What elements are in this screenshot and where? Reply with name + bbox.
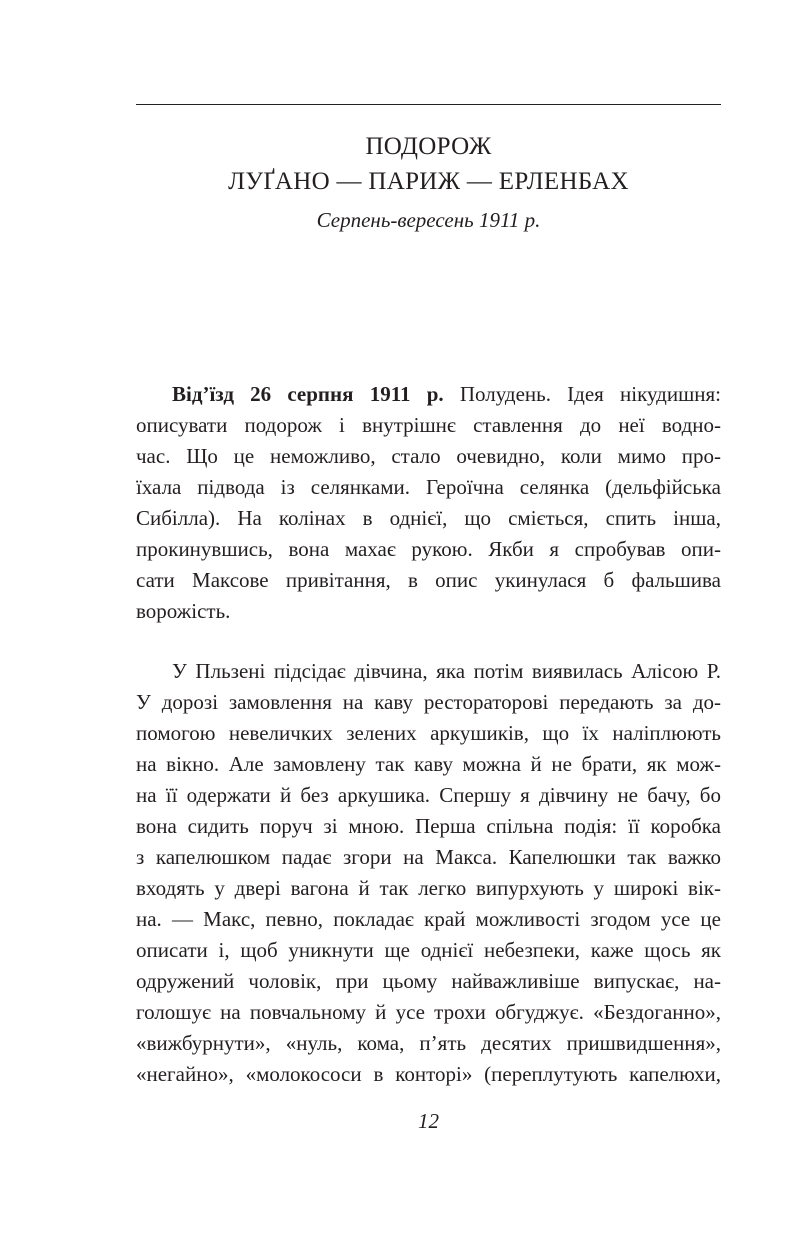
paragraph-1-line: ворожість.: [136, 599, 231, 623]
paragraph-2-line: помогою невеличких зелених аркушиків, що їх наліплюють: [136, 721, 721, 745]
chapter-date: Серпень-вересень 1911 р.: [316, 208, 541, 232]
paragraph-1-line: Сибілла). На колінах в однієї, що сміється, спить інша,: [136, 506, 721, 530]
paragraph-1-line: прокинувшись, вона махає рукою. Якби я спробував опи-: [136, 537, 721, 561]
page-number: 12: [418, 1109, 439, 1133]
paragraph-2: [136, 656, 721, 1090]
paragraph-2-line: одружений чоловік, при цьому найважливіше випускає, на-: [136, 969, 721, 993]
paragraph-2-line: вона сидить поруч зі мною. Перша спільна подія: її коробка: [136, 814, 721, 838]
chapter-title-line-1: ПОДОРОЖ: [365, 133, 492, 160]
paragraph-2-line: У Пльзені підсідає дівчина, яка потім виявилась Алісою Р.: [172, 659, 721, 683]
paragraph-1-line: час. Що це неможливо, стало очевидно, коли мимо про-: [136, 444, 721, 468]
chapter-title-line-2: ЛУҐАНО — ПАРИЖ — ЕРЛЕНБАХ: [228, 168, 629, 195]
header-rule: [136, 104, 721, 105]
paragraph-2-line: на вікно. Але замовлену так каву можна й не брати, як мож-: [136, 752, 721, 776]
paragraph-1-line: їхала підвода із селянками. Героїчна селянка (дельфійська: [136, 475, 721, 499]
paragraph-2-line: на її одержати й без аркушика. Спершу я дівчину не бачу, бо: [136, 783, 721, 807]
paragraph-2-line: голошує на повчальному й усе трохи обгуджує. «Бездоганно»,: [136, 1000, 721, 1024]
entry-lead: Від’їзд 26 серпня 1911 р.: [172, 382, 444, 406]
paragraph-2-line: «вижбурнути», «нуль, кома, п’ять десятих пришвидшення»,: [136, 1031, 721, 1055]
paragraph-1-line: [136, 379, 721, 410]
paragraph-1: [136, 379, 721, 627]
paragraph-2-line: входять у двері вагона й так легко випурхують у широкі вік-: [136, 876, 721, 900]
paragraph-2-line: з капелюшком падає згори на Макса. Капелюшки так важко: [136, 845, 721, 869]
paragraph-2-line: У дорозі замовлення на каву рестораторові передають за до-: [136, 690, 721, 714]
paragraph-2-line: описати і, щоб уникнути ще однієї небезпеки, каже щось як: [136, 938, 721, 962]
paragraph-2-line: «негайно», «молокососи в конторі» (переплутують капелюхи,: [136, 1062, 721, 1086]
paragraph-1-line: описувати подорож і внутрішнє ставлення до неї водно-: [136, 413, 721, 437]
paragraph-1-line-text: Полудень. Ідея нікудишня:: [443, 382, 721, 406]
paragraph-2-line: на. — Макс, певно, покладає край можливості згодом усе це: [136, 907, 721, 931]
paragraph-1-line: сати Максове привітання, в опис укинулася б фальшива: [136, 568, 721, 592]
